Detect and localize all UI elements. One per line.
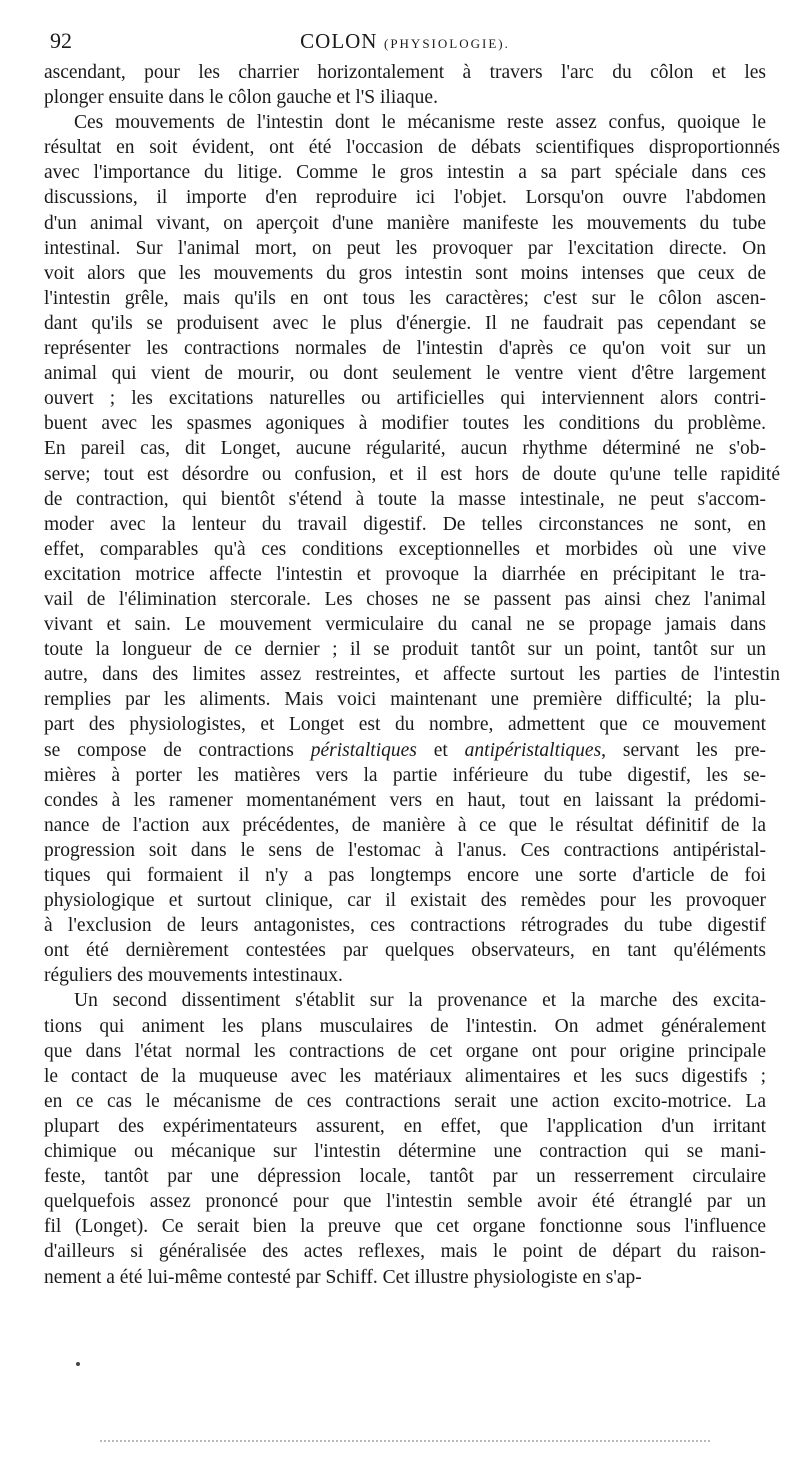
text-line: moder avec la lenteur du travail digestif. De telles circonstances ne sont, en <box>44 513 766 535</box>
text-line: voit alors que les mouvements du gros intestin sont moins intenses que ceux de <box>44 262 766 284</box>
text-line: ont été dernièrement contestées par quelques observateurs, en tant qu'éléments <box>44 940 766 962</box>
text-line: physiologique et surtout clinique, car il existait des remèdes pour les provoquer <box>44 890 766 912</box>
running-title-main: COLON <box>300 29 378 53</box>
text-line: Ces mouvements de l'intestin dont le mécanisme reste assez confus, quoique le <box>74 112 766 134</box>
text-line: résultat en soit évident, ont été l'occasion de débats scientifiques disproportionnés <box>44 137 780 159</box>
text-line: plonger ensuite dans le côlon gauche et l'S iliaque. <box>44 87 438 109</box>
text-line: mières à porter les matières vers la partie inférieure du tube digestif, les se- <box>44 764 766 786</box>
text-line: nance de l'action aux précédentes, de manière à ce que le résultat définitif de la <box>44 814 766 836</box>
text-line: intestinal. Sur l'animal mort, on peut les provoquer par l'excitation directe. On <box>44 237 766 259</box>
text-line: dant qu'ils se produisent avec le plus d'énergie. Il ne faudrait pas cependant se <box>44 312 766 334</box>
text-line: de contraction, qui bientôt s'étend à toute la masse intestinale, ne peut s'accom- <box>44 488 766 510</box>
text-line: part des physiologistes, et Longet est du nombre, admettent que ce mouvement <box>44 714 766 736</box>
text-line: vivant et sain. Le mouvement vermiculaire du canal ne se propage jamais dans <box>44 614 766 636</box>
text-line: se compose de contractions péristaltiques et antipéristaltiques, servant les pre- <box>44 739 766 761</box>
scan-noise <box>100 1440 710 1442</box>
italic-term: péristaltiques <box>310 739 417 761</box>
text-line: d'un animal vivant, on aperçoit d'une manière manifeste les mouvements du tube <box>44 212 766 234</box>
text-line: vail de l'élimination stercorale. Les choses ne se passent pas ainsi chez l'animal <box>44 588 766 610</box>
text-line: tions qui animent les plans musculaires de l'intestin. On admet généralement <box>44 1015 766 1037</box>
document-page <box>44 24 780 1290</box>
text-line: remplies par les aliments. Mais voici maintenant une première difficulté; la plu- <box>44 689 766 711</box>
text-line: à l'exclusion de leurs antagonistes, ces contractions rétrogrades du tube digestif <box>44 915 766 937</box>
running-head <box>44 24 766 60</box>
text-line: feste, tantôt par une dépression locale, tantôt par un resserrement circulaire <box>44 1166 766 1188</box>
text-line: ascendant, pour les charrier horizontalement à travers l'arc du côlon et les <box>44 62 766 83</box>
text-line: l'intestin grêle, mais qu'ils en ont tous les caractères; c'est sur le côlon ascen- <box>44 287 766 309</box>
text-line: d'ailleurs si généralisée des actes reflexes, mais le point de départ du raison- <box>44 1241 766 1263</box>
running-title <box>44 28 766 54</box>
text-line: avec l'importance du litige. Comme le gros intestin a sa part spéciale dans ces <box>44 162 766 184</box>
text-line: En pareil cas, dit Longet, aucune régularité, aucun rhythme déterminé ne s'ob- <box>44 438 766 460</box>
text-line: condes à les ramener momentanément vers en haut, tout en laissant la prédomi- <box>44 789 766 811</box>
text-line: le contact de la muqueuse avec les matériaux alimentaires et les sucs digestifs ; <box>44 1065 766 1087</box>
text-line: serve; tout est désordre ou confusion, et il est hors de doute qu'une telle rapidité <box>44 463 780 485</box>
text-line: effet, comparables qu'à ces conditions exceptionnelles et morbides où une vive <box>44 538 766 560</box>
body-text <box>44 60 780 1290</box>
italic-term: antipéristaltiques <box>464 739 602 761</box>
page-number: 92 <box>50 28 72 53</box>
text-line: nement a été lui-même contesté par Schiff. Cet illustre physiologiste en s'ap- <box>44 1266 642 1288</box>
text-line: en ce cas le mécanisme de ces contractions serait une action excito-motrice. La <box>44 1090 766 1112</box>
text-line: réguliers des mouvements intestinaux. <box>44 965 343 987</box>
text-line: Un second dissentiment s'établit sur la provenance et la marche des excita- <box>74 990 766 1012</box>
text-line: excitation motrice affecte l'intestin et provoque la diarrhée en précipitant le tra- <box>44 563 766 585</box>
text-line: toute la longueur de ce dernier ; il se produit tantôt sur un point, tantôt sur un <box>44 639 766 661</box>
text-line: ouvert ; les excitations naturelles ou artificielles qui interviennent alors contri- <box>44 388 766 410</box>
text-line: autre, dans des limites assez restreintes, et affecte surtout les parties de l'intestin <box>44 664 780 686</box>
text-line: chimique ou mécanique sur l'intestin détermine une contraction qui se mani- <box>44 1141 766 1163</box>
ink-speck <box>76 1362 80 1366</box>
text-line: buent avec les spasmes agoniques à modifier toutes les conditions du problème. <box>44 413 766 435</box>
text-line: discussions, il importe d'en reproduire ici l'objet. Lorsqu'on ouvre l'abdomen <box>44 187 766 209</box>
text-line: fil (Longet). Ce serait bien la preuve que cet organe fonctionne sous l'influence <box>44 1216 766 1238</box>
text-line: tiques qui formaient il n'y a pas longtemps encore une sorte d'article de foi <box>44 865 766 886</box>
text-line: plupart des expérimentateurs assurent, en effet, que l'application d'un irritant <box>44 1115 766 1137</box>
text-line: progression soit dans le sens de l'estomac à l'anus. Ces contractions antipéristal- <box>44 839 766 861</box>
text-line: quelquefois assez prononcé pour que l'intestin semble avoir été étranglé par un <box>44 1191 766 1213</box>
running-title-sub: (PHYSIOLOGIE). <box>383 36 510 51</box>
text-line: que dans l'état normal les contractions de cet organe ont pour origine principale <box>44 1040 766 1062</box>
text-line: animal qui vient de mourir, ou dont seulement le ventre vient d'être largement <box>44 363 766 385</box>
text-line: représenter les contractions normales de l'intestin d'après ce qu'on voit sur un <box>44 338 766 360</box>
